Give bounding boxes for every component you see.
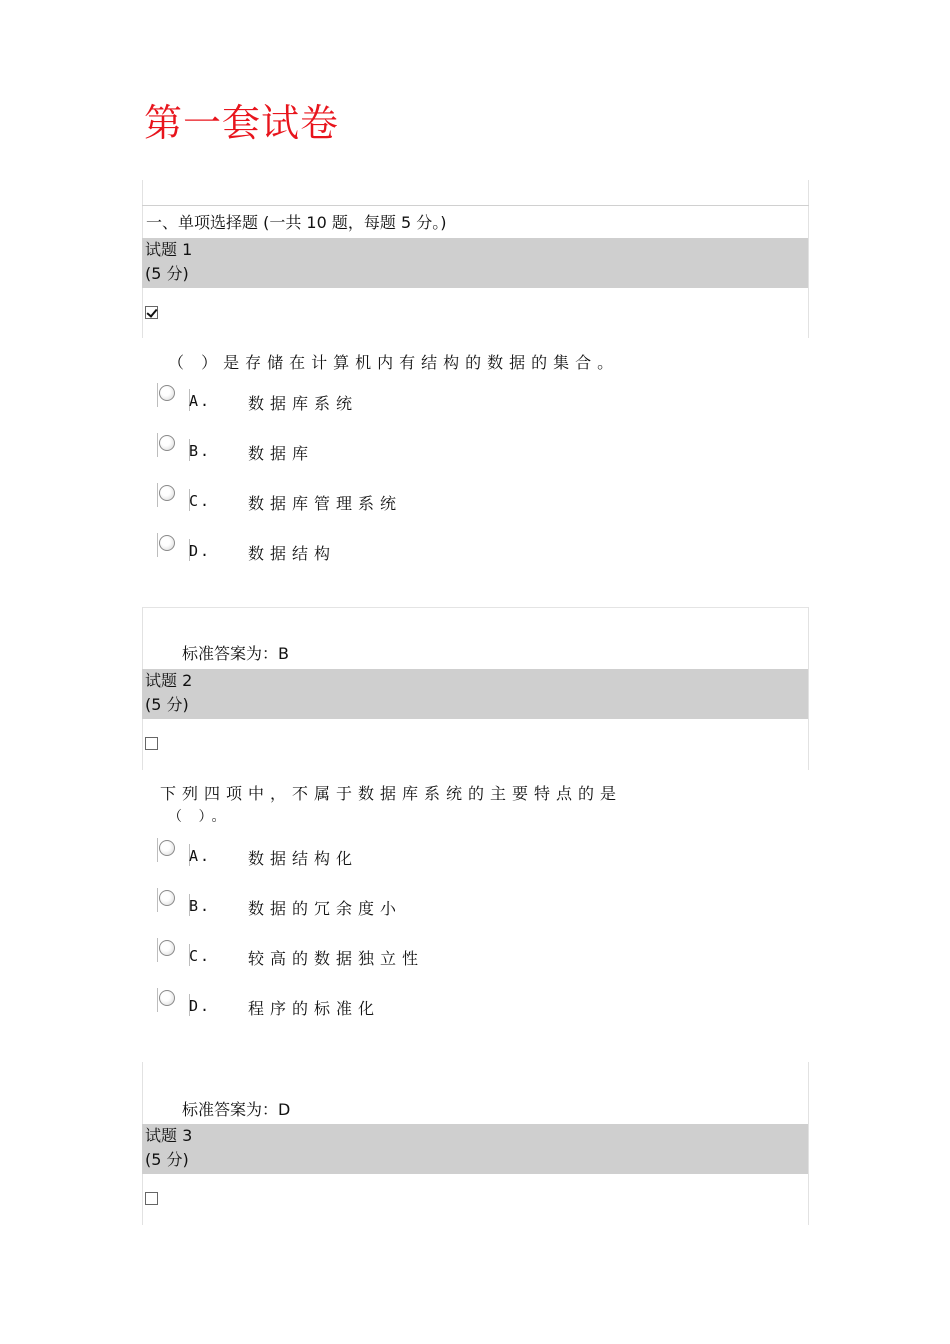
- radio-button-icon[interactable]: [159, 385, 175, 401]
- option-text: 程序的标准化: [248, 999, 381, 1018]
- option-radio-2c[interactable]: [157, 938, 187, 964]
- frame-right-line: [808, 607, 809, 770]
- question-label: 试题 2: [145, 671, 193, 690]
- flag-checkbox-2[interactable]: [145, 737, 158, 750]
- option-radio-2b[interactable]: [157, 888, 187, 914]
- option-letter: C.: [189, 947, 212, 965]
- option-radio-1b[interactable]: [157, 433, 187, 459]
- radio-button-icon[interactable]: [159, 535, 175, 551]
- option-letter: C.: [189, 492, 212, 510]
- option-text: 数据结构: [248, 544, 337, 563]
- option-radio-1a[interactable]: [157, 383, 187, 409]
- radio-button-icon[interactable]: [159, 940, 175, 956]
- radio-button-icon[interactable]: [159, 890, 175, 906]
- radio-button-icon[interactable]: [159, 435, 175, 451]
- question-text-2-cont: （ ）。: [168, 809, 232, 825]
- frame-top-line: [142, 205, 809, 206]
- option-radio-1c[interactable]: [157, 483, 187, 509]
- option-text: 数据库管理系统: [248, 494, 403, 513]
- option-letter: B.: [189, 897, 212, 915]
- flag-checkbox-1[interactable]: [145, 306, 158, 319]
- option-letter: A.: [189, 392, 212, 410]
- question-text-2: 下列四项中，不属于数据库系统的主要特点的是: [160, 784, 623, 803]
- question-label: 试题 3: [145, 1126, 193, 1145]
- question-header-1: [142, 238, 808, 288]
- question-points: (5 分): [145, 695, 189, 714]
- option-radio-2d[interactable]: [157, 988, 187, 1014]
- section-heading: 一、单项选择题 (一共 10 题，每题 5 分。): [146, 213, 447, 232]
- question-header-2: [142, 669, 808, 719]
- flag-checkbox-3[interactable]: [145, 1192, 158, 1205]
- document-title: 第一套试卷: [144, 101, 340, 145]
- question-points: (5 分): [145, 264, 189, 283]
- option-letter: D.: [189, 997, 212, 1015]
- standard-answer-1: 标准答案为：B: [182, 644, 289, 663]
- option-radio-2a[interactable]: [157, 838, 187, 864]
- option-letter: D.: [189, 542, 212, 560]
- option-radio-1d[interactable]: [157, 533, 187, 559]
- option-text: 数据库: [248, 444, 315, 463]
- frame-divider: [142, 607, 809, 608]
- question-points: (5 分): [145, 1150, 189, 1169]
- radio-button-icon[interactable]: [159, 485, 175, 501]
- frame-right-line: [808, 1062, 809, 1225]
- option-text: 数据库系统: [248, 394, 359, 413]
- option-letter: A.: [189, 847, 212, 865]
- question-header-3: [142, 1124, 808, 1174]
- option-letter: B.: [189, 442, 212, 460]
- option-text: 较高的数据独立性: [248, 949, 425, 968]
- question-text-1: （ ）是存储在计算机内有结构的数据的集合。: [168, 353, 620, 372]
- option-text: 数据的冗余度小: [248, 899, 403, 918]
- radio-button-icon[interactable]: [159, 990, 175, 1006]
- question-label: 试题 1: [145, 240, 193, 259]
- standard-answer-2: 标准答案为：D: [182, 1100, 291, 1119]
- radio-button-icon[interactable]: [159, 840, 175, 856]
- frame-right-line: [808, 180, 809, 338]
- option-text: 数据结构化: [248, 849, 359, 868]
